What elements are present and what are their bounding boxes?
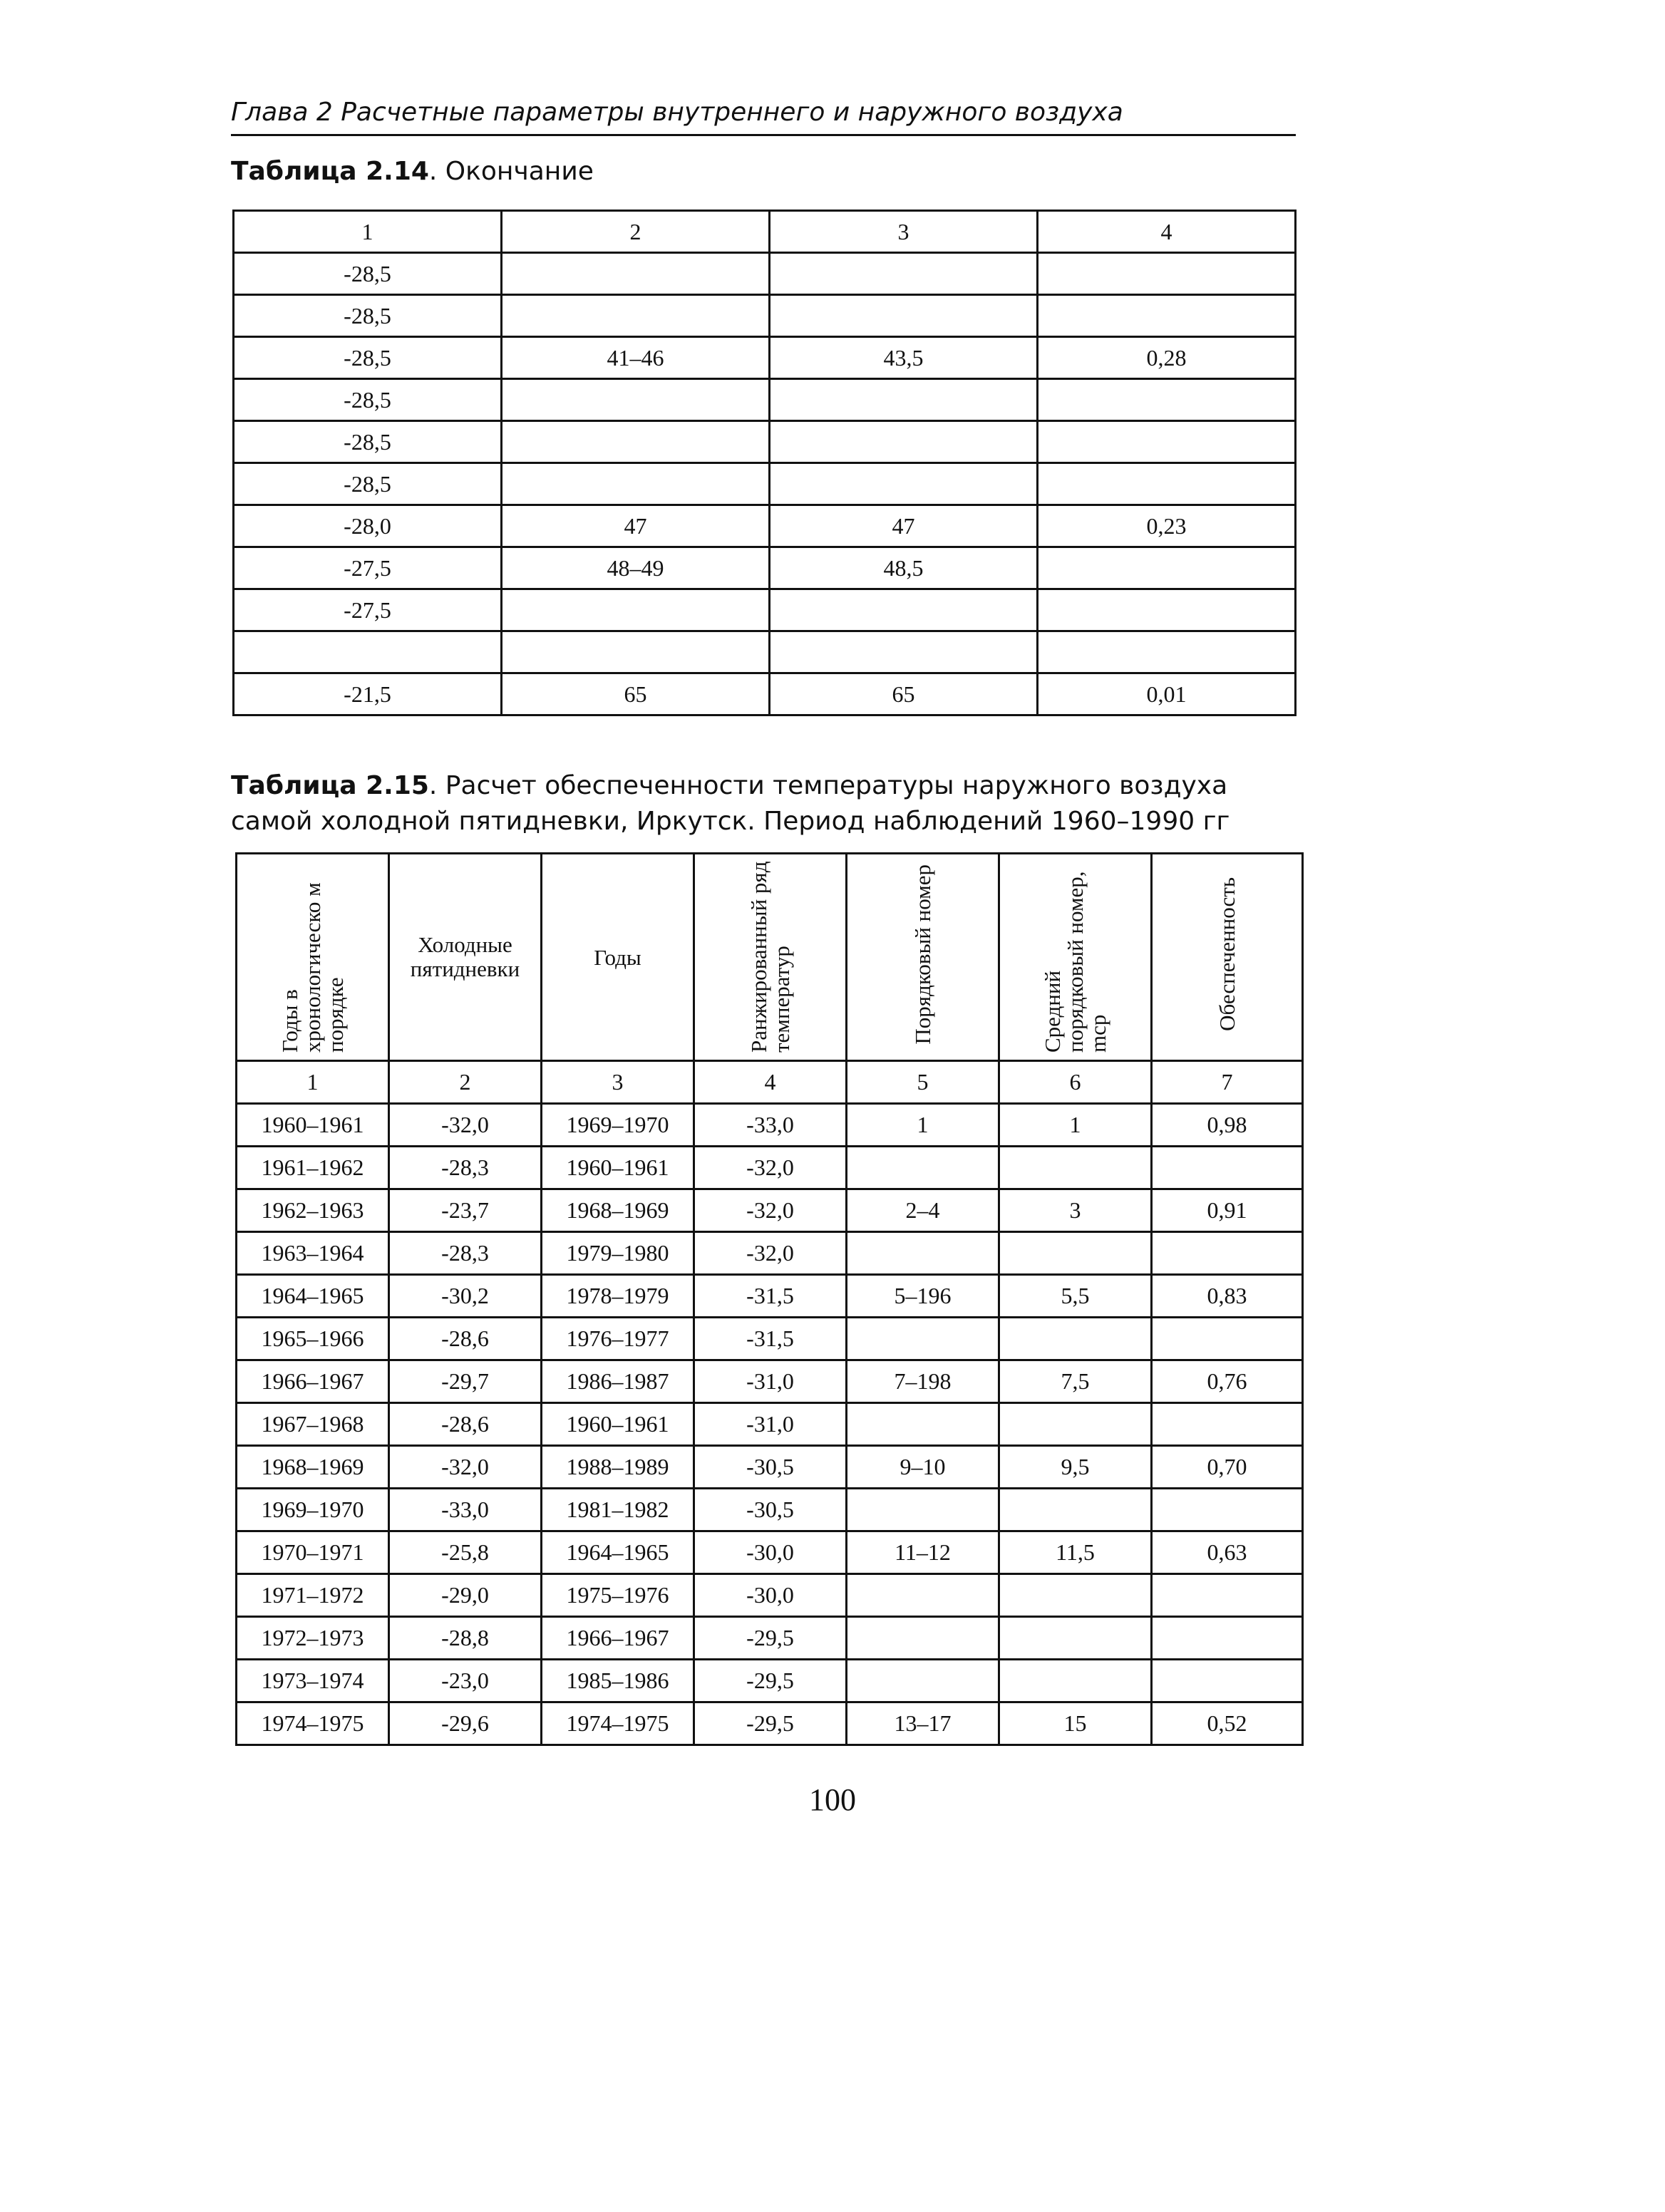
table-cell: -28,3 [389,1147,542,1189]
table-cell: 1967–1968 [237,1403,389,1446]
table-cell: -32,0 [389,1446,542,1489]
table-cell: -31,0 [694,1360,847,1403]
table-cell: -28,5 [234,421,502,463]
table-cell [999,1489,1152,1531]
table-cell [1152,1574,1303,1617]
table-cell: -28,8 [389,1617,542,1660]
table-2-15-label: Таблица 2.15 [231,771,429,800]
table-cell: 11,5 [999,1531,1152,1574]
table-cell [770,463,1038,505]
table-cell [847,1232,999,1275]
table-cell [847,1403,999,1446]
column-header-cell [542,854,694,1061]
table-cell [1038,547,1296,589]
table-cell: 1960–1961 [237,1104,389,1147]
table-cell [1152,1318,1303,1360]
table-cell [1038,253,1296,295]
table-cell: 1964–1965 [237,1275,389,1318]
table-row [234,337,1296,379]
table-cell: 1970–1971 [237,1531,389,1574]
column-header-label: Холодные пятидневки [410,931,520,981]
table-cell: -23,7 [389,1189,542,1232]
table-cell: 0,83 [1152,1275,1303,1318]
table-cell: 1964–1965 [542,1531,694,1574]
table-cell: -29,7 [389,1360,542,1403]
table-cell: 0,28 [1038,337,1296,379]
table-cell: 1981–1982 [542,1489,694,1531]
table-row [234,379,1296,421]
table-cell: 1972–1973 [237,1617,389,1660]
table-cell: -21,5 [234,673,502,715]
table-cell [999,1147,1152,1189]
table-row [234,421,1296,463]
table-row [237,1489,1303,1531]
table-cell [502,253,770,295]
table-cell [999,1403,1152,1446]
table-cell: 1961–1962 [237,1147,389,1189]
table-cell: 1974–1975 [237,1702,389,1745]
table-row [234,505,1296,547]
column-header-cell [389,854,542,1061]
table-cell [847,1489,999,1531]
table-cell: 47 [770,505,1038,547]
column-number-cell: 1 [237,1061,389,1104]
table-cell: -31,5 [694,1275,847,1318]
table-cell: 1960–1961 [542,1403,694,1446]
table-cell: -33,0 [389,1489,542,1531]
table-cell: 1968–1969 [542,1189,694,1232]
table-cell: 1973–1974 [237,1660,389,1702]
table-cell: 5,5 [999,1275,1152,1318]
column-header-label: Ранжированный ряд температур [746,861,794,1053]
table-cell: -27,5 [234,547,502,589]
table-cell [847,1574,999,1617]
column-number-cell: 2 [389,1061,542,1104]
table-cell: -32,0 [694,1147,847,1189]
table-cell [999,1574,1152,1617]
table-cell: -28,5 [234,253,502,295]
table-cell: -29,5 [694,1702,847,1745]
table-cell: -28,6 [389,1318,542,1360]
column-header-cell [1152,854,1303,1061]
table-cell: 11–12 [847,1531,999,1574]
table-row [237,1660,1303,1702]
table-cell: -29,0 [389,1574,542,1617]
table-cell [1038,589,1296,631]
table-cell: 1976–1977 [542,1318,694,1360]
table-cell: 1962–1963 [237,1189,389,1232]
table-cell: -28,6 [389,1403,542,1446]
table-cell: -30,0 [694,1531,847,1574]
table-cell: 0,63 [1152,1531,1303,1574]
table-cell [847,1147,999,1189]
table-2-15-body [237,854,1303,1745]
table-cell [999,1318,1152,1360]
table-cell: -32,0 [694,1189,847,1232]
column-header-label: Средний порядковый номер, mср [1039,871,1110,1053]
table-row [234,463,1296,505]
table-cell: 1986–1987 [542,1360,694,1403]
column-header-label: Годы [594,944,641,970]
table-2-14 [232,210,1297,716]
table-cell: -28,0 [234,505,502,547]
table-cell [999,1660,1152,1702]
table-cell: -32,0 [694,1232,847,1275]
table-cell: -28,5 [234,295,502,337]
table-cell: 1979–1980 [542,1232,694,1275]
table-row [234,253,1296,295]
table-cell: -31,0 [694,1403,847,1446]
table-cell [1152,1489,1303,1531]
table-cell: -28,3 [389,1232,542,1275]
table-cell: 15 [999,1702,1152,1745]
table-cell: -29,5 [694,1617,847,1660]
table-row [237,1702,1303,1745]
table-cell: 0,91 [1152,1189,1303,1232]
table-cell: 0,01 [1038,673,1296,715]
table-cell: -30,2 [389,1275,542,1318]
table-cell: 1974–1975 [542,1702,694,1745]
table-cell: 0,76 [1152,1360,1303,1403]
table-2-14-caption-text: . Окончание [428,157,594,186]
table-cell: 1966–1967 [542,1617,694,1660]
table-cell: 7,5 [999,1360,1152,1403]
table-cell: 1965–1966 [237,1318,389,1360]
table-cell [502,463,770,505]
column-header-cell [694,854,847,1061]
table-cell: 48–49 [502,547,770,589]
table-cell [770,421,1038,463]
table-cell: -30,0 [694,1574,847,1617]
column-header-label: Порядковый номер [909,864,935,1045]
table-row [237,1403,1303,1446]
table-cell: -27,5 [234,589,502,631]
table-cell [1152,1403,1303,1446]
table-cell [847,1617,999,1660]
table-cell: 0,98 [1152,1104,1303,1147]
table-cell [1152,1617,1303,1660]
table-cell: 1960–1961 [542,1147,694,1189]
column-header-label: Годы в хронологическо м порядке [277,882,348,1053]
column-number-cell: 1 [234,211,502,253]
column-header-cell [999,854,1152,1061]
table-cell: 1963–1964 [237,1232,389,1275]
table-cell: -28,5 [234,337,502,379]
table-cell: -28,5 [234,379,502,421]
table-cell [770,253,1038,295]
table-cell: 0,23 [1038,505,1296,547]
column-number-row [237,1061,1303,1104]
column-number-cell: 4 [1038,211,1296,253]
column-number-cell: 2 [502,211,770,253]
table-2-14-caption [231,154,1296,190]
table-row [237,1189,1303,1232]
column-header-cell [237,854,389,1061]
table-cell: 0,52 [1152,1702,1303,1745]
table-cell: -30,5 [694,1489,847,1531]
table-cell: 65 [770,673,1038,715]
table-cell: 1 [847,1104,999,1147]
table-row [237,1104,1303,1147]
table-cell [1152,1232,1303,1275]
table-row [237,1318,1303,1360]
table-cell: 0,70 [1152,1446,1303,1489]
table-cell: 1968–1969 [237,1446,389,1489]
column-number-cell: 7 [1152,1061,1303,1104]
table-cell: 1988–1989 [542,1446,694,1489]
table-cell: 9–10 [847,1446,999,1489]
table-2-14-label: Таблица 2.14 [231,157,429,186]
table-row [237,1147,1303,1189]
table-row [237,1275,1303,1318]
table-cell: 65 [502,673,770,715]
table-cell [502,421,770,463]
table-2-15-caption-text: . Расчет обеспеченности температуры наружного воздуха самой холодной пятидневки, Иркутск. Период наблюдений 1960–1990 гг [231,771,1230,836]
table-cell [502,589,770,631]
table-row [234,295,1296,337]
table-cell: 7–198 [847,1360,999,1403]
table-header-row [234,211,1296,253]
table-row [237,1232,1303,1275]
table-cell: 1969–1970 [237,1489,389,1531]
table-cell: 5–196 [847,1275,999,1318]
table-cell: 1966–1967 [237,1360,389,1403]
table-cell: -23,0 [389,1660,542,1702]
table-cell: 3 [999,1189,1152,1232]
table-cell: -28,5 [234,463,502,505]
table-row [237,1446,1303,1489]
table-cell: 13–17 [847,1702,999,1745]
table-cell [770,379,1038,421]
column-header-label: Обеспеченность [1214,877,1239,1031]
table-cell: 41–46 [502,337,770,379]
table-cell: -29,5 [694,1660,847,1702]
table-cell [502,631,770,673]
table-2-15-caption [231,768,1296,839]
table-cell [502,295,770,337]
table-cell [770,631,1038,673]
table-cell: -33,0 [694,1104,847,1147]
table-cell [847,1660,999,1702]
table-cell [770,295,1038,337]
table-cell: -29,6 [389,1702,542,1745]
table-cell [770,589,1038,631]
table-cell: 1985–1986 [542,1660,694,1702]
column-number-cell: 4 [694,1061,847,1104]
table-cell [847,1318,999,1360]
table-cell: 48,5 [770,547,1038,589]
table-cell: 2–4 [847,1189,999,1232]
header-rule [231,134,1296,136]
page-number: 100 [809,1782,856,1817]
table-row [237,1360,1303,1403]
running-header: Глава 2 Расчетные параметры внутреннего и наружного воздуха [231,98,1123,127]
table-row [234,589,1296,631]
table-cell: 9,5 [999,1446,1152,1489]
table-cell [502,379,770,421]
table-cell: 1969–1970 [542,1104,694,1147]
table-cell [1038,631,1296,673]
table-cell: -25,8 [389,1531,542,1574]
table-2-14-body [234,211,1296,715]
table-2-15 [235,852,1304,1746]
column-number-cell: 3 [770,211,1038,253]
table-row [237,1574,1303,1617]
table-cell [234,631,502,673]
table-cell [1038,379,1296,421]
column-number-cell: 5 [847,1061,999,1104]
table-cell: -30,5 [694,1446,847,1489]
table-cell: 47 [502,505,770,547]
table-cell [1152,1147,1303,1189]
table-row [237,1531,1303,1574]
table-cell [1038,463,1296,505]
table-row [234,631,1296,673]
table-header-row [237,854,1303,1061]
column-header-cell [847,854,999,1061]
column-number-cell: 3 [542,1061,694,1104]
table-cell [999,1232,1152,1275]
table-cell: 43,5 [770,337,1038,379]
table-cell: 1978–1979 [542,1275,694,1318]
table-cell: 1971–1972 [237,1574,389,1617]
table-cell: -32,0 [389,1104,542,1147]
table-cell [1152,1660,1303,1702]
column-number-cell: 6 [999,1061,1152,1104]
table-cell [999,1617,1152,1660]
table-cell [1038,295,1296,337]
table-row [234,673,1296,715]
table-cell: 1 [999,1104,1152,1147]
table-cell: 1975–1976 [542,1574,694,1617]
table-row [237,1617,1303,1660]
table-row [234,547,1296,589]
table-cell: -31,5 [694,1318,847,1360]
table-cell [1038,421,1296,463]
